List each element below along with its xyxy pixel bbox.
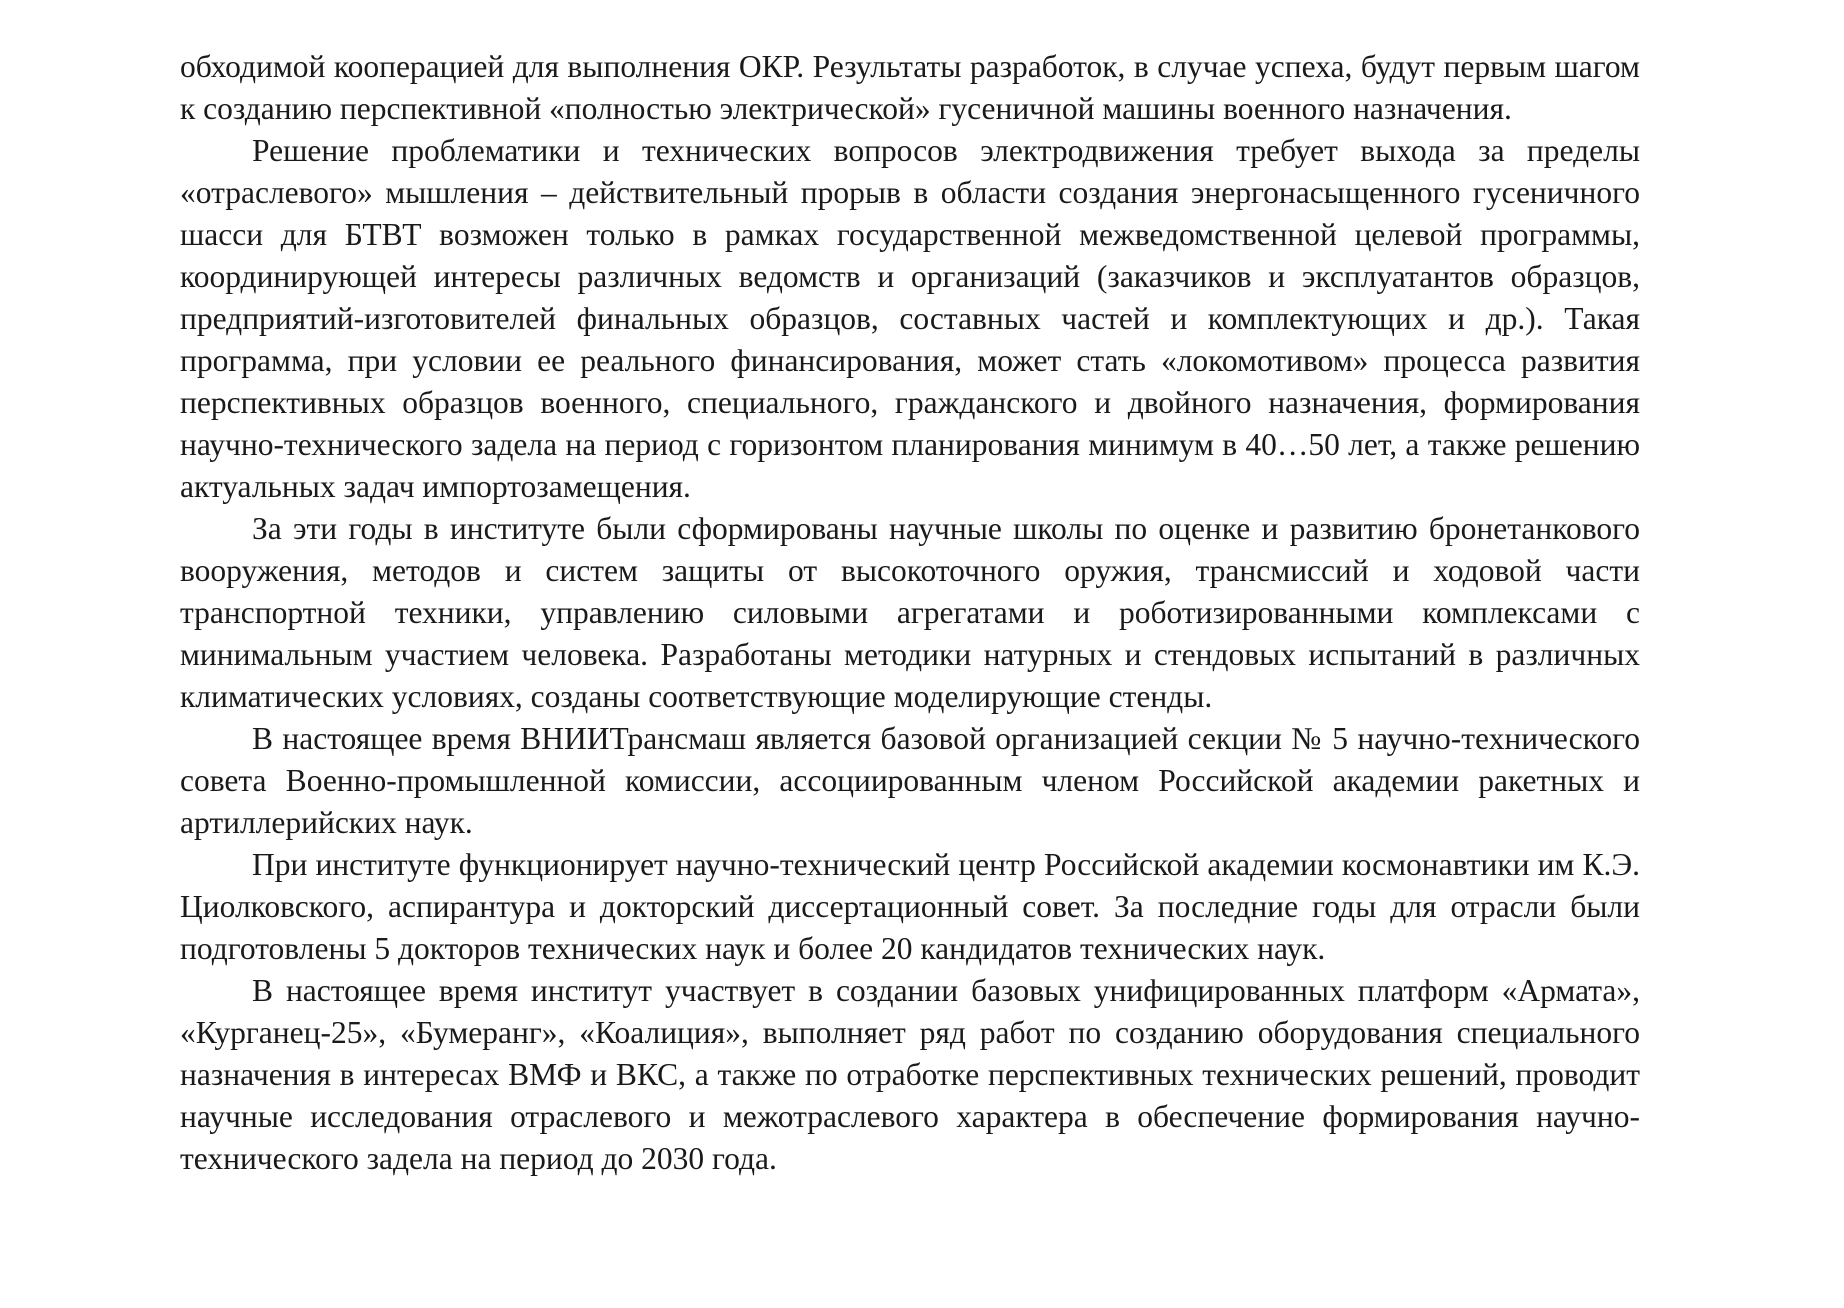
document-page [180, 46, 1640, 1180]
paragraph-science-center: При институте функционирует научно-технический центр Российской академии космонавтики им К.Э. Циолковского, аспирантура и докторский диссертационный совет. За последние годы для отрасли были подготовлены 5 докторов технических наук и более 20 кандидатов технических наук. [180, 847, 1640, 966]
paragraph-continuation: обходимой кооперацией для выполнения ОКР. Результаты разработок, в случае успеха, будут первым шагом к созданию перспективной «полностью электрической» гусеничной машины военного назначения. [180, 49, 1640, 126]
paragraph-base-organization: В настоящее время ВНИИТрансмаш является базовой организацией секции № 5 научно-технического совета Военно-промышленной комиссии, ассоциированным членом Российской академии ракетных и артиллерийских наук. [180, 721, 1640, 840]
paragraph-electric-drive: Решение проблематики и технических вопросов электродвижения требует выхода за пределы «отраслевого» мышления – действительный прорыв в области создания энергонасыщенного гусеничного шасси для БТВТ возможен только в рамках государственной межведомственной целевой программы, координирующей интересы различных ведомств и организаций (заказчиков и эксплуатантов образцов, предприятий-изготовителей финальных образцов, составных частей и комплектующих и др.). Такая программа, при условии ее реального финансирования, может стать «локомотивом» процесса развития перспективных образцов военного, специального, гражданского и двойного назначения, формирования научно-технического задела на период с горизонтом планирования минимум в 40…50 лет, а также решению актуальных задач импортозамещения. [180, 133, 1640, 504]
paragraph-platforms: В настоящее время институт участвует в создании базовых унифицированных платформ «Армата», «Курганец-25», «Бумеранг», «Коалиция», выполняет ряд работ по созданию оборудования специального назначения в интересах ВМФ и ВКС, а также по отработке перспективных технических решений, проводит научные исследования отраслевого и межотраслевого характера в обеспечение формирования научно-технического задела на период до 2030 года. [180, 973, 1640, 1176]
paragraph-scientific-schools: За эти годы в институте были сформированы научные школы по оценке и развитию бронетанкового вооружения, методов и систем защиты от высокоточного оружия, трансмиссий и ходовой части транспортной техники, управлению силовыми агрегатами и роботизированными комплексами с минимальным участием человека. Разработаны методики натурных и стендовых испытаний в различных климатических условиях, созданы соответствующие моделирующие стенды. [180, 511, 1640, 714]
